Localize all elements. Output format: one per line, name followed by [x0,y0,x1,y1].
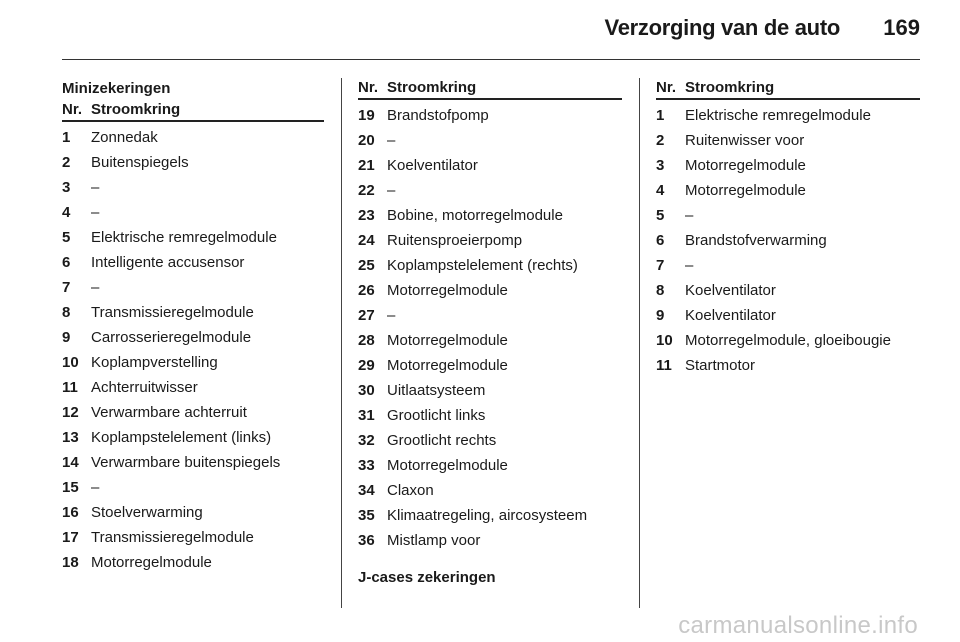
fuse-number: 2 [62,154,71,171]
table-row [62,275,324,300]
fuse-number: 34 [358,482,375,499]
fuse-number: 5 [62,229,71,246]
circuit-label: – [685,257,694,274]
table-row [656,303,920,328]
column-header-circuit: Stroomkring [91,100,324,121]
fuse-number: 3 [62,179,71,196]
circuit-label: Motorregelmodule [685,157,806,174]
table-row [62,425,324,450]
circuit-label: Verwarmbare achterruit [91,404,247,421]
fuse-number: 10 [656,332,673,349]
table-row [62,325,324,350]
fuse-table [62,100,324,575]
circuit-label: Motorregelmodule, gloeibougie [685,332,891,349]
column-divider-1 [341,78,342,608]
table-row [62,525,324,550]
circuit-label: Intelligente accusensor [91,254,245,271]
fuse-number: 3 [656,157,665,174]
table-row [62,300,324,325]
table-row [358,378,622,403]
fuse-number: 12 [62,404,79,421]
section-title: Minizekeringen [62,80,171,97]
table-row [62,375,324,400]
circuit-label: Koelventilator [685,282,776,299]
table-row [656,228,920,253]
table-row [358,328,622,353]
table-row [358,128,622,153]
fuse-number: 4 [656,182,665,199]
circuit-label: Brandstofpomp [387,107,489,124]
section-title: J-cases zekeringen [358,569,496,586]
watermark: carmanualsonline.info [678,612,918,639]
fuse-number: 1 [62,129,71,146]
fuse-number: 8 [62,304,71,321]
page-title: Verzorging van de auto [604,15,840,40]
fuse-number: 14 [62,454,79,471]
fuse-number: 21 [358,157,375,174]
circuit-label: – [387,307,396,324]
fuse-number: 30 [358,382,375,399]
table-row [656,99,920,128]
column-minizekeringen [62,78,324,575]
table-row [62,200,324,225]
circuit-label: Claxon [387,482,434,499]
page-header [0,0,960,62]
table-row [358,178,622,203]
fuse-number: 7 [656,257,665,274]
column-divider-2 [639,78,640,608]
table-row [62,550,324,575]
circuit-label: Grootlicht rechts [387,432,497,449]
fuse-number: 10 [62,354,79,371]
table-row [358,478,622,503]
fuse-number: 18 [62,554,79,571]
circuit-label: Achterruitwisser [91,379,198,396]
table-row [62,500,324,525]
fuse-number: 9 [656,307,665,324]
circuit-label: Mistlamp voor [387,532,481,549]
fuse-number: 26 [358,282,375,299]
table-row [62,450,324,475]
table-row [358,153,622,178]
fuse-number: 4 [62,204,71,221]
fuse-number: 36 [358,532,375,549]
circuit-label: Koelventilator [685,307,776,324]
fuse-number: 19 [358,107,375,124]
circuit-label: – [91,479,100,496]
table-row [656,253,920,278]
fuse-number: 15 [62,479,79,496]
circuit-label: Transmissieregelmodule [91,304,254,321]
table-row [656,128,920,153]
circuit-label: Motorregelmodule [387,282,508,299]
table-row [358,278,622,303]
circuit-label: Motorregelmodule [685,182,806,199]
circuit-label: Transmissieregelmodule [91,529,254,546]
circuit-label: – [91,279,100,296]
fuse-number: 23 [358,207,375,224]
fuse-number: 25 [358,257,375,274]
circuit-label: Stoelverwarming [91,504,203,521]
fuse-number: 7 [62,279,71,296]
circuit-label: Brandstofverwarming [685,232,827,249]
circuit-label: Koplampstelelement (links) [91,429,272,446]
circuit-label: Elektrische remregelmodule [685,107,871,124]
circuit-label: Uitlaatsysteem [387,382,486,399]
table-row [656,153,920,178]
table-row [656,178,920,203]
circuit-label: – [91,204,100,221]
table-row [62,475,324,500]
circuit-label: Koplampverstelling [91,354,218,371]
header-divider [62,59,920,60]
fuse-number: 5 [656,207,665,224]
table-row [358,403,622,428]
column-header-circuit: Stroomkring [387,78,622,99]
table-row [358,228,622,253]
table-row [62,350,324,375]
table-row [62,250,324,275]
table-row [358,303,622,328]
column-header-circuit: Stroomkring [685,78,920,99]
fuse-number: 29 [358,357,375,374]
column-j-cases [656,78,920,378]
circuit-label: Grootlicht links [387,407,486,424]
table-row [358,99,622,128]
circuit-label: Motorregelmodule [387,357,508,374]
table-row [358,453,622,478]
fuse-number: 1 [656,107,665,124]
table-row [62,225,324,250]
circuit-label: Motorregelmodule [387,332,508,349]
circuit-label: Koplampstelelement (rechts) [387,257,578,274]
circuit-label: – [685,207,694,224]
circuit-label: – [387,182,396,199]
table-row [358,528,622,553]
fuse-number: 35 [358,507,375,524]
table-row [62,121,324,150]
circuit-label: Ruitenwisser voor [685,132,805,149]
column-minizekeringen-continued [358,78,622,586]
circuit-label: Startmotor [685,357,756,374]
circuit-label: Elektrische remregelmodule [91,229,277,246]
circuit-label: Koelventilator [387,157,478,174]
table-row [62,175,324,200]
circuit-label: Klimaatregeling, aircosysteem [387,507,588,524]
table-row [656,278,920,303]
column-header-nr: Nr. [62,100,91,121]
fuse-number: 20 [358,132,375,149]
circuit-label: Bobine, motorregelmodule [387,207,563,224]
table-row [358,503,622,528]
fuse-number: 13 [62,429,79,446]
table-row [358,203,622,228]
circuit-label: Carrosserieregelmodule [91,329,252,346]
circuit-label: Motorregelmodule [91,554,212,571]
circuit-label: Zonnedak [91,129,158,146]
fuse-number: 27 [358,307,375,324]
column-header-nr: Nr. [358,78,387,99]
fuse-number: 31 [358,407,375,424]
fuse-number: 28 [358,332,375,349]
fuse-number: 8 [656,282,665,299]
circuit-label: Verwarmbare buitenspiegels [91,454,281,471]
fuse-table [656,78,920,378]
table-row [656,203,920,228]
fuse-number: 17 [62,529,79,546]
table-row [656,353,920,378]
circuit-label: Motorregelmodule [387,457,508,474]
fuse-number: 24 [358,232,375,249]
fuse-number: 2 [656,132,665,149]
fuse-number: 11 [62,379,78,396]
circuit-label: – [387,132,396,149]
fuse-number: 6 [656,232,665,249]
circuit-label: Ruitensproeierpomp [387,232,523,249]
table-row [358,353,622,378]
fuse-number: 33 [358,457,375,474]
fuse-number: 6 [62,254,71,271]
fuse-number: 9 [62,329,71,346]
fuse-number: 16 [62,504,79,521]
table-row [358,253,622,278]
circuit-label: Buitenspiegels [91,154,189,171]
fuse-number: 32 [358,432,375,449]
column-header-nr: Nr. [656,78,685,99]
table-row [62,400,324,425]
fuse-number: 22 [358,182,375,199]
table-row [62,150,324,175]
table-row [358,428,622,453]
page-number: 169 [883,15,920,40]
fuse-number: 11 [656,357,672,374]
circuit-label: – [91,179,100,196]
fuse-table [358,78,622,553]
table-row [656,328,920,353]
